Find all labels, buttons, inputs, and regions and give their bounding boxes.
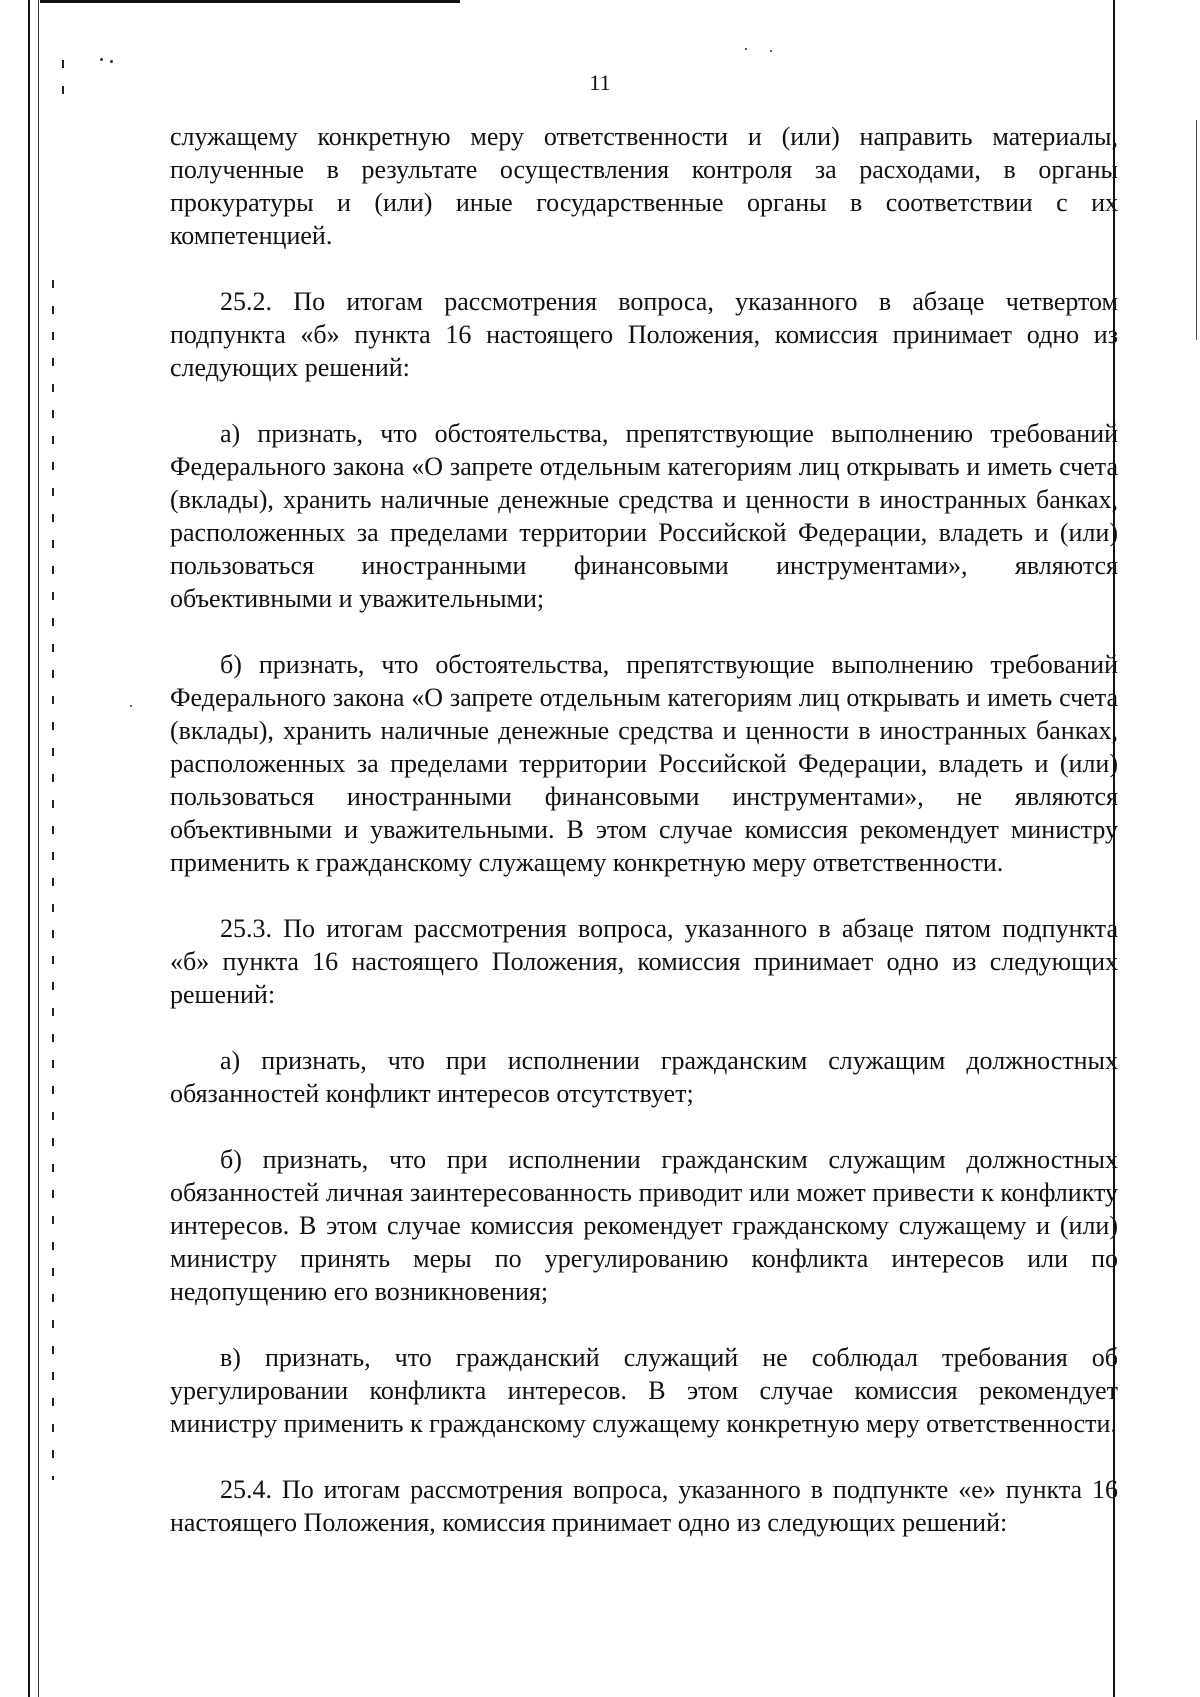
- document-body: [170, 120, 1118, 1539]
- scan-speck: [745, 48, 747, 50]
- scan-speck: [100, 58, 103, 61]
- scan-artifact-top-bar: [40, 0, 460, 3]
- page-number: 11: [589, 70, 611, 95]
- paragraph-25-4: 25.4. По итогам рассмотрения вопроса, указанного в подпункте «е» пункта 16 настоящего Положения, комиссия принимает одно из следующих решений:: [170, 1475, 1118, 1537]
- scan-artifact-dashed-line: [52, 280, 54, 1480]
- paragraph-25-3-a: а) признать, что при исполнении гражданским служащим должностных обязанностей конфликт интересов отсутствует;: [170, 1046, 1118, 1108]
- scan-speck: [770, 50, 772, 52]
- paragraph-25-3: 25.3. По итогам рассмотрения вопроса, указанного в абзаце пятом подпункта «б» пункта 16 настоящего Положения, комиссия принимает одно из следующих решений:: [170, 914, 1118, 1009]
- scan-speck: [110, 60, 113, 63]
- scan-speck: [130, 705, 132, 707]
- paragraph-continuation: служащему конкретную меру ответственности и (или) направить материалы, полученные в результате осуществления контроля за расходами, в органы прокуратуры и (или) иные государственные органы в соответствии с их компетенцией.: [170, 122, 1118, 250]
- paragraph-25-2: 25.2. По итогам рассмотрения вопроса, указанного в абзаце четвертом подпункта «б» пункта 16 настоящего Положения, комиссия принимает одно из следующих решений:: [170, 287, 1118, 382]
- paragraph-25-3-b: б) признать, что при исполнении гражданским служащим должностных обязанностей личная заинтересованность приводит или может привести к конфликту интересов. В этом случае комиссия рекомендует гражданскому служащему и (или) министру принять меры по урегулированию конфликта интересов или по недопущению его возникновения;: [170, 1145, 1118, 1306]
- scan-artifact-right-far-line: [1196, 120, 1197, 340]
- paragraph-25-2-b: б) признать, что обстоятельства, препятствующие выполнению требований Федерального закона «О запрете отдельным категориям лиц открывать и иметь счета (вклады), хранить наличные денежные средства и ценности в иностранных банках, расположенных за пределами территории Российской Федерации, владеть и (или) пользоваться иностранными финансовыми инструментами», не являются объективными и уважительными. В этом случае комиссия рекомендует министру применить к гражданскому служащему конкретную меру ответственности.: [170, 650, 1118, 877]
- scan-artifact-left-border: [28, 0, 30, 1697]
- paragraph-25-2-a: а) признать, что обстоятельства, препятствующие выполнению требований Федерального закона «О запрете отдельным категориям лиц открывать и иметь счета (вклады), хранить наличные денежные средства и ценности в иностранных банках, расположенных за пределами территории Российской Федерации, владеть и (или) пользоваться иностранными финансовыми инструментами», являются объективными и уважительными;: [170, 419, 1118, 613]
- paragraph-25-3-v: в) признать, что гражданский служащий не соблюдал требования об урегулировании конфликта интересов. В этом случае комиссия рекомендует министру применить к гражданскому служащему конкретную меру ответственности.: [170, 1343, 1118, 1438]
- scan-artifact-left-inner-border: [38, 0, 39, 1697]
